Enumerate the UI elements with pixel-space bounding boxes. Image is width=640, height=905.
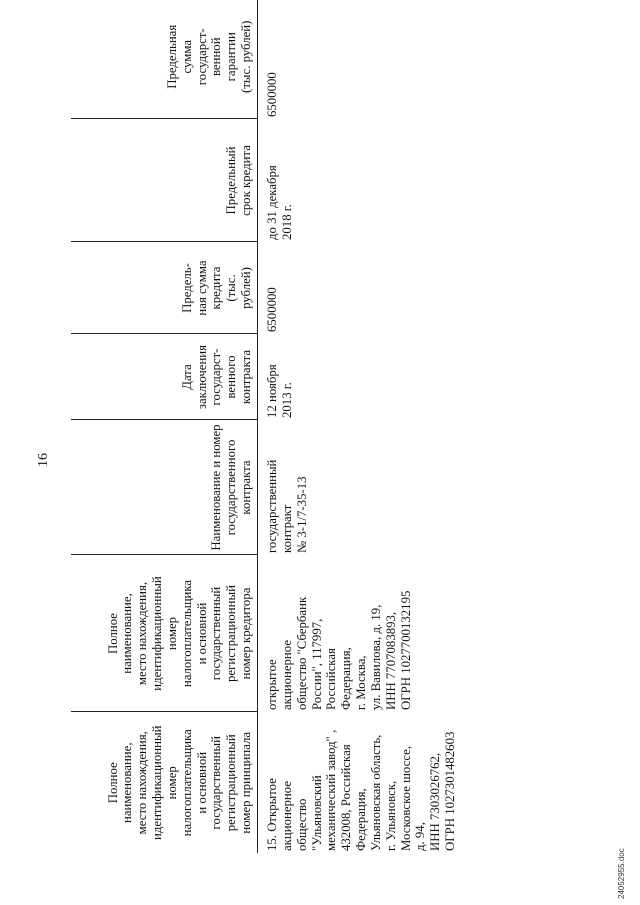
header-row (71, 0, 258, 853)
file-name: 24052955.doc (617, 848, 626, 899)
header-principal: Полное наименование, место нахождения, идентификационный номер налогоплательщика и основной государственный регистрационный номер принципала (71, 712, 258, 853)
header-guarantee-amount: Предельная сумма государст- венной гарантии (тыс. рублей) (71, 0, 258, 119)
cell-guarantee-amount: 6500000 (265, 72, 279, 117)
cell-credit-term: до 31 декабря 2018 г. (265, 165, 294, 240)
cell-creditor: открытое акционерное общество "Сбербанк России", 117997, Российская Федерация, г. Москва, ул. Вавилова, д. 19, ИНН 7707083893, ОГРН 1027700132195 (265, 590, 413, 710)
page-number: 16 (36, 453, 51, 467)
header-creditor: Полное наименование, место нахождения, идентификационный номер налогоплательщика и основной государственный регистрационный номер кредитора (71, 555, 258, 712)
cell-contract-date: 12 ноября 2013 г. (265, 364, 294, 418)
table-row (258, 0, 458, 853)
header-credit-term: Предельный срок кредита (71, 119, 258, 242)
header-contract: Наименование и номер государственного контракта (71, 420, 258, 555)
header-contract-date: Дата заключения государст- венного контракта (71, 334, 258, 420)
cell-credit-amount: 6500000 (265, 287, 279, 332)
header-credit-amount: Предель- ная сумма кредита (тыс. рублей) (71, 242, 258, 334)
guarantees-table (71, 0, 458, 853)
cell-principal: 15. Открытое акционерное общество "Ульяновский механический завод" , 432008, Российская Федерация, Ульяновская область, г. Ульяновск, Московское шоссе, д. 94, ИНН 7303026762, ОГРН 1027301482603 (265, 729, 458, 851)
cell-contract: государственный контракт № 3-1/7-35-13 (265, 459, 309, 553)
